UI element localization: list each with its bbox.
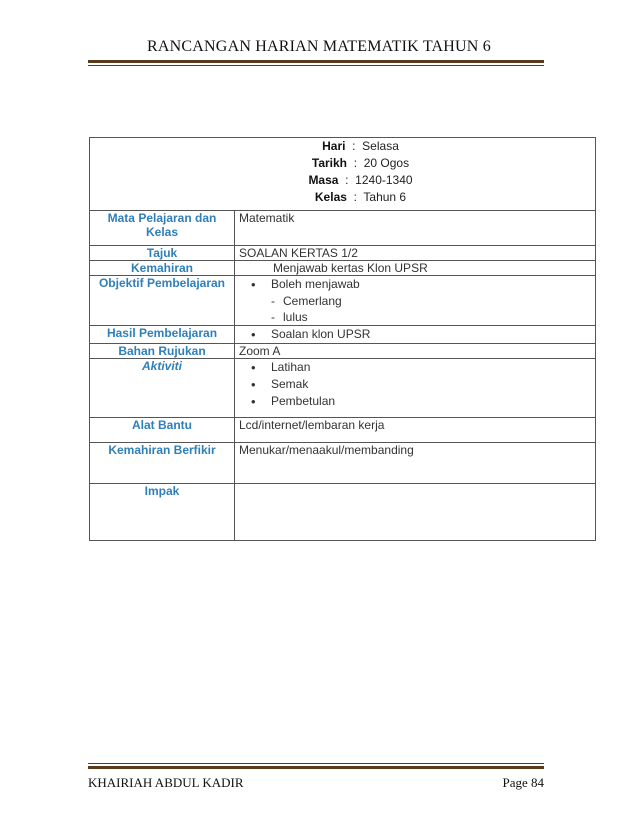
info-row: [90, 138, 596, 211]
row-label: Kemahiran Berfikir: [90, 443, 235, 484]
info-hari: [94, 138, 591, 155]
row-value-list: [235, 326, 596, 344]
header-rule: [88, 60, 544, 63]
page-number: Page 84: [502, 775, 544, 790]
row-impak: [90, 484, 596, 541]
row-label: Mata Pelajaran dan Kelas: [90, 211, 235, 246]
info-key: Kelas: [314, 190, 347, 204]
list-item: - Cemerlang: [239, 293, 591, 309]
row-mata-pelajaran: [90, 211, 596, 246]
row-label: Hasil Pembelajaran: [90, 326, 235, 344]
row-kemahiran: [90, 261, 596, 276]
footer-rule-thin: [88, 763, 544, 764]
info-key: Hari: [322, 139, 346, 153]
row-value: Menukar/menaakul/membanding: [235, 443, 596, 484]
row-label: Alat Bantu: [90, 418, 235, 443]
bullet-list: [239, 359, 591, 410]
info-value: 20 Ogos: [363, 156, 410, 170]
row-label: Aktiviti: [90, 359, 235, 418]
row-hasil: [90, 326, 596, 344]
info-tarikh: [94, 155, 591, 172]
bullet-list: [239, 326, 591, 343]
row-aktiviti: [90, 359, 596, 418]
row-value: SOALAN KERTAS 1/2: [235, 246, 596, 261]
list-item: • Latihan: [239, 359, 591, 376]
row-value: Zoom A: [235, 344, 596, 359]
info-value: 1240-1340: [355, 173, 413, 187]
row-alat: [90, 418, 596, 443]
row-label: Kemahiran: [90, 261, 235, 276]
lesson-plan-table: [89, 137, 596, 541]
info-separator: :: [341, 173, 352, 187]
bullet-list: [239, 276, 591, 293]
info-kelas: [94, 189, 591, 206]
row-label: Objektif Pembelajaran: [90, 276, 235, 326]
row-value-list: [235, 276, 596, 326]
row-tajuk: [90, 246, 596, 261]
footer-author: KHAIRIAH ABDUL KADIR: [88, 775, 244, 790]
list-item: • Semak: [239, 376, 591, 393]
row-value-list: [235, 359, 596, 418]
page-title: RANCANGAN HARIAN MATEMATIK TAHUN 6: [147, 38, 491, 55]
list-item: • Boleh menjawab: [239, 276, 591, 293]
row-value: [235, 484, 596, 541]
info-separator: :: [350, 156, 361, 170]
list-item: • Pembetulan: [239, 393, 591, 410]
row-value: Menjawab kertas Klon UPSR: [235, 261, 596, 276]
info-key: Tarikh: [311, 156, 348, 170]
info-cell: [90, 138, 596, 211]
footer-rule: [88, 766, 544, 769]
row-value: Matematik: [235, 211, 596, 246]
info-separator: :: [348, 139, 359, 153]
info-value: Selasa: [362, 139, 399, 153]
list-item: - lulus: [239, 309, 591, 325]
row-bahan: [90, 344, 596, 359]
info-value: Tahun 6: [363, 190, 407, 204]
row-berfikir: [90, 443, 596, 484]
row-label: Bahan Rujukan: [90, 344, 235, 359]
row-label: Tajuk: [90, 246, 235, 261]
info-separator: :: [350, 190, 361, 204]
dash-list: [239, 293, 591, 325]
info-key: Masa: [308, 173, 339, 187]
row-label: Impak: [90, 484, 235, 541]
list-item: • Soalan klon UPSR: [239, 326, 591, 343]
row-value: Lcd/internet/lembaran kerja: [235, 418, 596, 443]
header-rule-thin: [88, 65, 544, 66]
info-masa: [94, 172, 591, 189]
row-objektif: [90, 276, 596, 326]
